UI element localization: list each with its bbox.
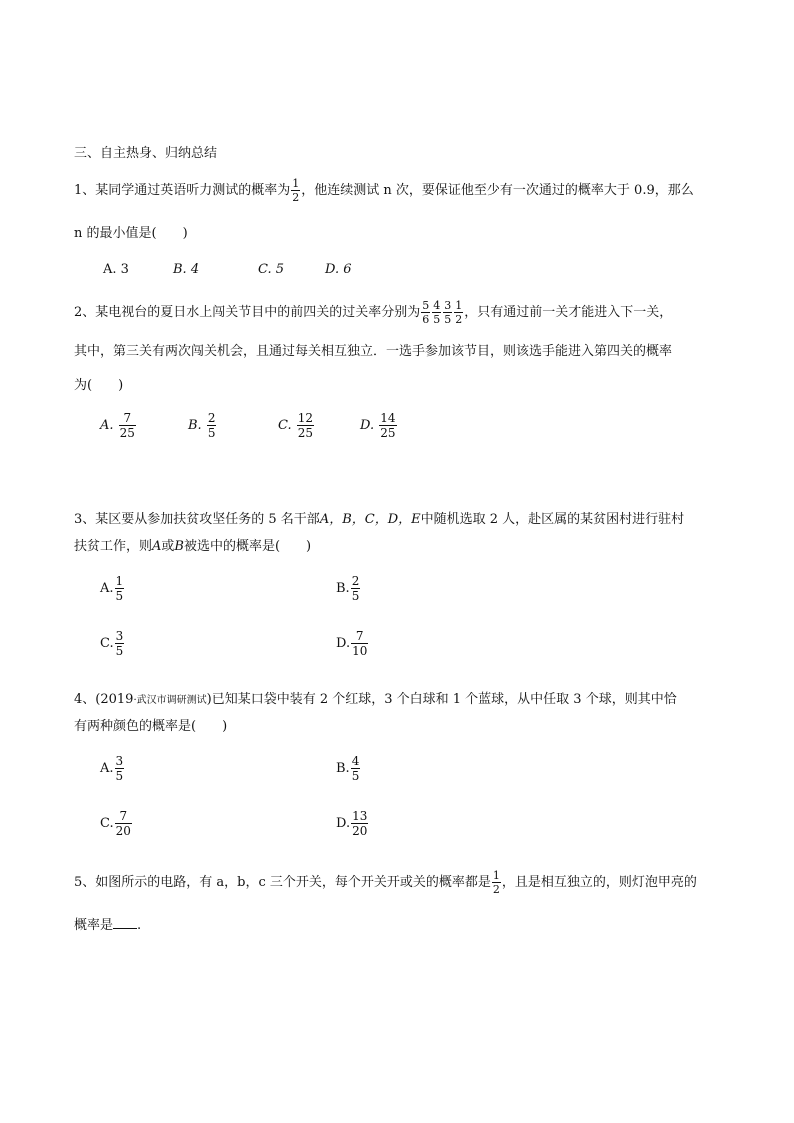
q4-source-tag: ·武汉市调研测试: [133, 695, 207, 706]
q3-option-d: D. $\frac{7}{10}$: [336, 629, 368, 658]
q4-option-d: D. $\frac{13}{20}$: [336, 809, 368, 838]
question-4-line-2: 有两种颜色的概率是( ): [74, 719, 228, 734]
q2-text-b: ，只有通过前一关才能进入下一关，: [464, 305, 673, 320]
q3-option-b-fraction: $\frac{2}{5}$: [351, 574, 360, 603]
q3-variables: A，B，C，D，E: [319, 512, 421, 527]
question-2-line-2: 其中，第三关有两次闯关机会，且通过每关相互独立．一选手参加该节目，则该选手能进入第四关的概率: [74, 344, 673, 359]
question-1-line-1: [74, 178, 694, 203]
q2-option-b: B. $\frac{2}{5}$: [188, 411, 216, 440]
section-title: 三、自主热身、归纳总结: [74, 146, 218, 161]
q3-option-a: A. $\frac{1}{5}$: [100, 574, 124, 603]
answer-blank[interactable]: [113, 928, 137, 929]
q3-option-c-fraction: $\frac{3}{5}$: [115, 629, 124, 658]
q1-option-b: B. 4: [173, 262, 200, 277]
question-2-line-3: 为( ): [74, 378, 124, 393]
q2-fraction-2: $\frac{4}{5}$: [433, 299, 441, 326]
question-3-line-2: 扶贫工作，则A或B被选中的概率是( ): [74, 539, 312, 554]
q2-option-a-fraction: $\frac{7}{25}$: [119, 411, 135, 440]
q2-option-d-fraction: $\frac{14}{25}$: [380, 411, 396, 440]
q4-option-b-fraction: $\frac{4}{5}$: [351, 754, 360, 783]
question-5-line-1: 5、如图所示的电路，有 a，b，c 三个开关，每个开关开或关的概率都是 $\frac{1}{2}$ ，且是相互独立的，则灯泡甲亮的: [74, 869, 697, 896]
q3-option-b: B. $\frac{2}{5}$: [336, 574, 360, 603]
q4-option-d-fraction: $\frac{13}{20}$: [352, 809, 368, 838]
q5-fraction: $\frac{1}{2}$: [492, 869, 500, 896]
q1-text-a: 1、某同学通过英语听力测试的概率为: [74, 183, 291, 198]
question-4-line-1: 4、(2019·武汉市调研测试)已知某口袋中装有 2 个红球，3 个白球和 1 个蓝球，从中任取 3 个球，则其中恰: [74, 692, 677, 707]
q4-option-a-fraction: $\frac{3}{5}$: [115, 754, 124, 783]
q1-option-d: D. 6: [325, 262, 352, 277]
q4-option-b: B. $\frac{4}{5}$: [336, 754, 360, 783]
question-5-line-2: 概率是 .: [74, 918, 142, 933]
q4-option-a: A. $\frac{3}{5}$: [100, 754, 124, 783]
q2-fraction-3: $\frac{3}{5}$: [444, 299, 452, 326]
q4-option-c-fraction: $\frac{7}{20}$: [115, 809, 131, 838]
q2-option-c: C. $\frac{12}{25}$: [278, 411, 314, 440]
question-2-line-1: [74, 300, 672, 325]
q3-option-c: C. $\frac{3}{5}$: [100, 629, 124, 658]
q1-option-a: A. 3: [103, 262, 129, 277]
q3-option-d-fraction: $\frac{7}{10}$: [352, 629, 368, 658]
q3-option-a-fraction: $\frac{1}{5}$: [115, 574, 124, 603]
q2-option-d: D. $\frac{14}{25}$: [360, 411, 396, 440]
q2-pass-rates: [420, 300, 464, 325]
q2-fraction-1: $\frac{5}{6}$: [422, 299, 430, 326]
question-1-line-2: n 的最小值是( ): [74, 226, 188, 241]
q1-text-b: ，他连续测试 n 次，要保证他至少有一次通过的概率大于 0.9，那么: [301, 183, 694, 198]
q4-option-c: C. $\frac{7}{20}$: [100, 809, 131, 838]
q2-option-b-fraction: $\frac{2}{5}$: [207, 411, 216, 440]
question-3-line-1: 3、某区要从参加扶贫攻坚任务的 5 名干部A，B，C，D，E中随机选取 2 人，赴区属的某贫困村进行驻村: [74, 512, 685, 527]
q2-fraction-4: $\frac{1}{2}$: [455, 299, 463, 326]
q2-option-c-fraction: $\frac{12}{25}$: [297, 411, 314, 440]
q1-fraction: $\frac{1}{2}$: [292, 177, 300, 204]
q2-option-a: A. $\frac{7}{25}$: [100, 411, 135, 440]
q2-text-a: 2、某电视台的夏日水上闯关节目中的前四关的过关率分别为: [74, 305, 421, 320]
q1-option-c: C. 5: [258, 262, 285, 277]
